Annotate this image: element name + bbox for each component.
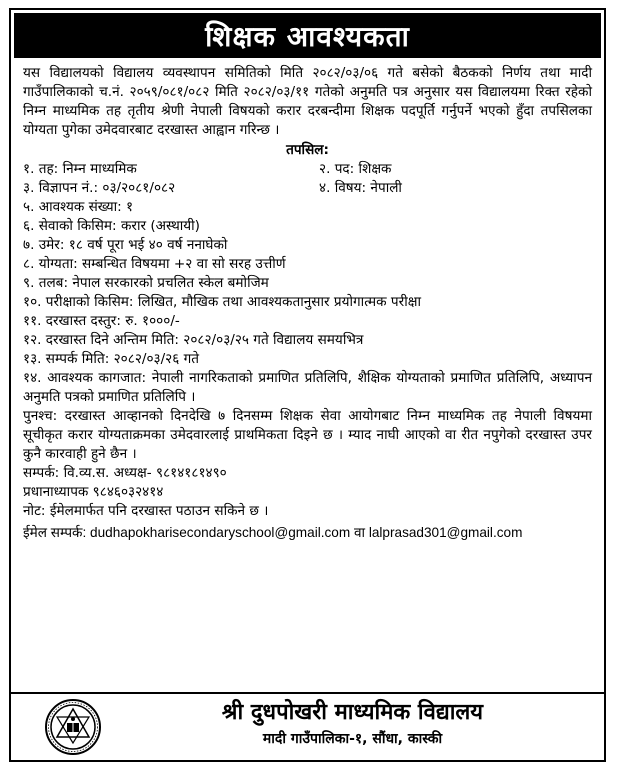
school-name: श्री दुधपोखरी माध्यमिक विद्यालय: [221, 700, 484, 725]
notice-frame: [9, 8, 606, 762]
contact-chair: सम्पर्क: वि.व्य.स. अध्यक्ष- ९८१४१८१४९०: [23, 465, 227, 481]
school-info: [111, 698, 594, 750]
detail-age: ७. उमेर: १८ वर्ष पूरा भई ४० वर्ष ननाघेको: [23, 237, 228, 253]
detail-salary: ९. तलब: नेपाल सरकारको प्रचलित स्केल बमोजिम: [23, 275, 269, 291]
email-separator: वा: [350, 525, 369, 540]
school-address: मादी गाउँपालिका-१, सौंधा, कास्की: [262, 731, 443, 747]
detail-subject: ४. विषय: नेपाली: [319, 180, 402, 196]
detail-documents: १४. आवश्यक कागजात: नेपाली नागरिकताको प्रमाणित प्रतिलिपि, शैक्षिक योग्यताको प्रमाणित प्रतिलिपि, अध्यापन अनुमति पत्रको प्रमाणित प्रतिलिपि ।: [23, 370, 592, 405]
email-prefix: ईमेल सम्पर्क:: [23, 525, 91, 540]
detail-level: १. तह: निम्न माध्यमिक: [23, 161, 137, 177]
detail-qualification: ८. योग्यता: सम्बन्धित विषयमा +२ वा सो सरह उत्तीर्ण: [23, 256, 286, 272]
school-footer: [11, 692, 604, 760]
detail-service-type: ६. सेवाको किसिम: करार (अस्थायी): [23, 218, 200, 234]
detail-notice-no: ३. विज्ञापन नं.: ०३/२०८१/०८२: [23, 180, 176, 196]
details-row-2: [23, 179, 592, 198]
contact-note: नोट: ईमेलमार्फत पनि दरखास्त पठाउन सकिने छ ।: [23, 503, 269, 519]
detail-contact-date: १३. सम्पर्क मिति: २०८२/०३/२६ गते: [23, 351, 200, 367]
intro-paragraph: यस विद्यालयको विद्यालय व्यवस्थापन समितिको मिति २०८२/०३/०६ गते बसेको बैठकको निर्णय तथा मादी गाउँपालिकाको च.नं. २०५९/०८१/०८२ मिति २०८२/०३/११ गतेको अनुमति पत्र अनुसार यस विद्यालयमा रिक्त रहेको निम्न माध्यमिक तह तृतीय श्रेणी नेपाली विषयको करार दरबन्दीमा शिक्षक पदपूर्ति गर्नुपर्ने भएको हुँदा तपसिलका योग्यता पुगेका उमेदवारबाट दरखास्त आह्वान गरिन्छ ।: [23, 65, 592, 138]
detail-deadline: १२. दरखास्त दिने अन्तिम मिति: २०८२/०३/२५ गते विद्यालय समयभित्र: [23, 332, 364, 348]
notice-body: [11, 58, 604, 542]
notice-title: शिक्षक आवश्यकता: [14, 13, 601, 58]
school-logo-icon: [45, 699, 101, 755]
detail-fee: ११. दरखास्त दस्तुर: रु. १०००/-: [23, 313, 180, 329]
detail-post: २. पद: शिक्षक: [319, 161, 392, 177]
email-link-school[interactable]: dudhapokharisecondaryschool@gmail.com: [90, 525, 351, 540]
details-heading: तपसिल:: [286, 142, 329, 158]
email-link-personal[interactable]: lalprasad301@gmail.com: [368, 525, 523, 540]
detail-exam-type: १०. परीक्षाको किसिम: लिखित, मौखिक तथा आवश्यकतानुसार प्रयोगात्मक परीक्षा: [23, 294, 421, 310]
postscript-paragraph: पुनश्च: दरखास्त आव्हानको दिनदेखि ७ दिनसम्म शिक्षक सेवा आयोगबाट निम्न माध्यमिक तह नेपाली विषयमा सूचीकृत करार योग्यताक्रमका उमेदवारलाई प्राथमिकता दिइने छ । म्याद नाघी आएको वा रीत नपुगेको दरखास्त उपर कुनै कारवाही हुने छैन ।: [23, 408, 592, 462]
details-row-1: [23, 160, 592, 179]
contact-principal: प्रधानाध्यापक ९८४६०३२४१४: [23, 484, 164, 500]
detail-count: ५. आवश्यक संख्या: १: [23, 199, 134, 215]
email-contact-line: [23, 523, 592, 542]
